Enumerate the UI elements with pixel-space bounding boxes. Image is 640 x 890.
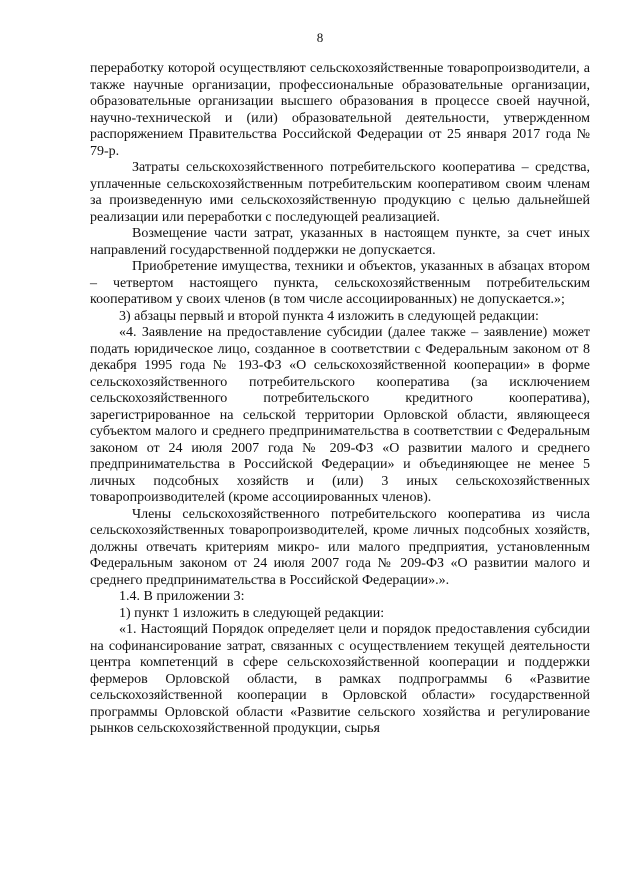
paragraph: 1.4. В приложении 3: bbox=[119, 589, 245, 604]
paragraph: Члены сельскохозяйственного потребительского кооператива из числа сельскохозяйственных товаропроизводителей, кроме личных подсобных хозяйств, должны отвечать критериям микро- или малого предприятия, установленным Федеральным законом от 24 июля 2007 года № 209-ФЗ «О развитии малого и среднего предпринимательства в Российской Федерации».». bbox=[90, 506, 590, 588]
paragraph: 1) пункт 1 изложить в следующей редакции: bbox=[119, 605, 385, 621]
paragraph: переработку которой осуществляют сельскохозяйственные товаропроизводители, а также научные организации, профессиональные образовательные организации, образовательные организации высшего образования в процессе своей научной, научно-технической и (или) образовательной деятельности, утвержденном распоряжением Правительства Российской Федерации от 25 января 2017 года № 79-р. bbox=[90, 61, 590, 159]
page-number: 8 bbox=[316, 30, 324, 45]
paragraph: 3) абзацы первый и второй пункта 4 изложить в следующей редакции: bbox=[119, 308, 539, 324]
paragraph: Приобретение имущества, техники и объектов, указанных в абзацах втором – четвертом настоящего пункта, сельскохозяйственным потребительским кооперативом у своих членов (в том числе ассоциированных) не допускается.»; bbox=[90, 259, 590, 307]
paragraph: Затраты сельскохозяйственного потребительского кооператива – средства, уплаченные сельскохозяйственным потребительским кооперативом своим членам за произведенную ими сельскохозяйственную продукцию с целью дальнейшей реализации или переработки с последующей реализацией. bbox=[90, 160, 590, 225]
document-body bbox=[90, 61, 590, 738]
paragraph: Возмещение части затрат, указанных в настоящем пункте, за счет иных направлений государственной поддержки не допускается. bbox=[90, 226, 590, 258]
paragraph: «1. Настоящий Порядок определяет цели и порядок предоставления субсидии на софинансирование затрат, связанных с осуществлением текущей деятельности центра компетенций в сфере сельскохозяйственной кооперации и поддержки фермеров Орловской области, в рамках подпрограммы 6 «Развитие сельскохозяйственной кооперации в Орловской области» государственной программы Орловской области «Развитие сельского хозяйства и регулирование рынков сельскохозяйственной продукции, сырья bbox=[90, 622, 590, 736]
paragraph: «4. Заявление на предоставление субсидии (далее также – заявление) может подать юридическое лицо, созданное в соответствии с Федеральным законом от 8 декабря 1995 года № 193-ФЗ «О сельскохозяйственной кооперации» в форме сельскохозяйственного потребительского кооператива (за исключением сельскохозяйственного потребительского кредитного кооператива), зарегистрированное на сельской территории Орловской области, являющееся субъектом малого и среднего предпринимательства в соответствии с Федеральным законом от 24 июля 2007 года № 209-ФЗ «О развитии малого и среднего предпринимательства в Российской Федерации» и объединяющее не менее 5 личных подсобных хозяйств и (или) 3 иных сельскохозяйственных товаропроизводителей (кроме ассоциированных членов). bbox=[90, 325, 590, 505]
